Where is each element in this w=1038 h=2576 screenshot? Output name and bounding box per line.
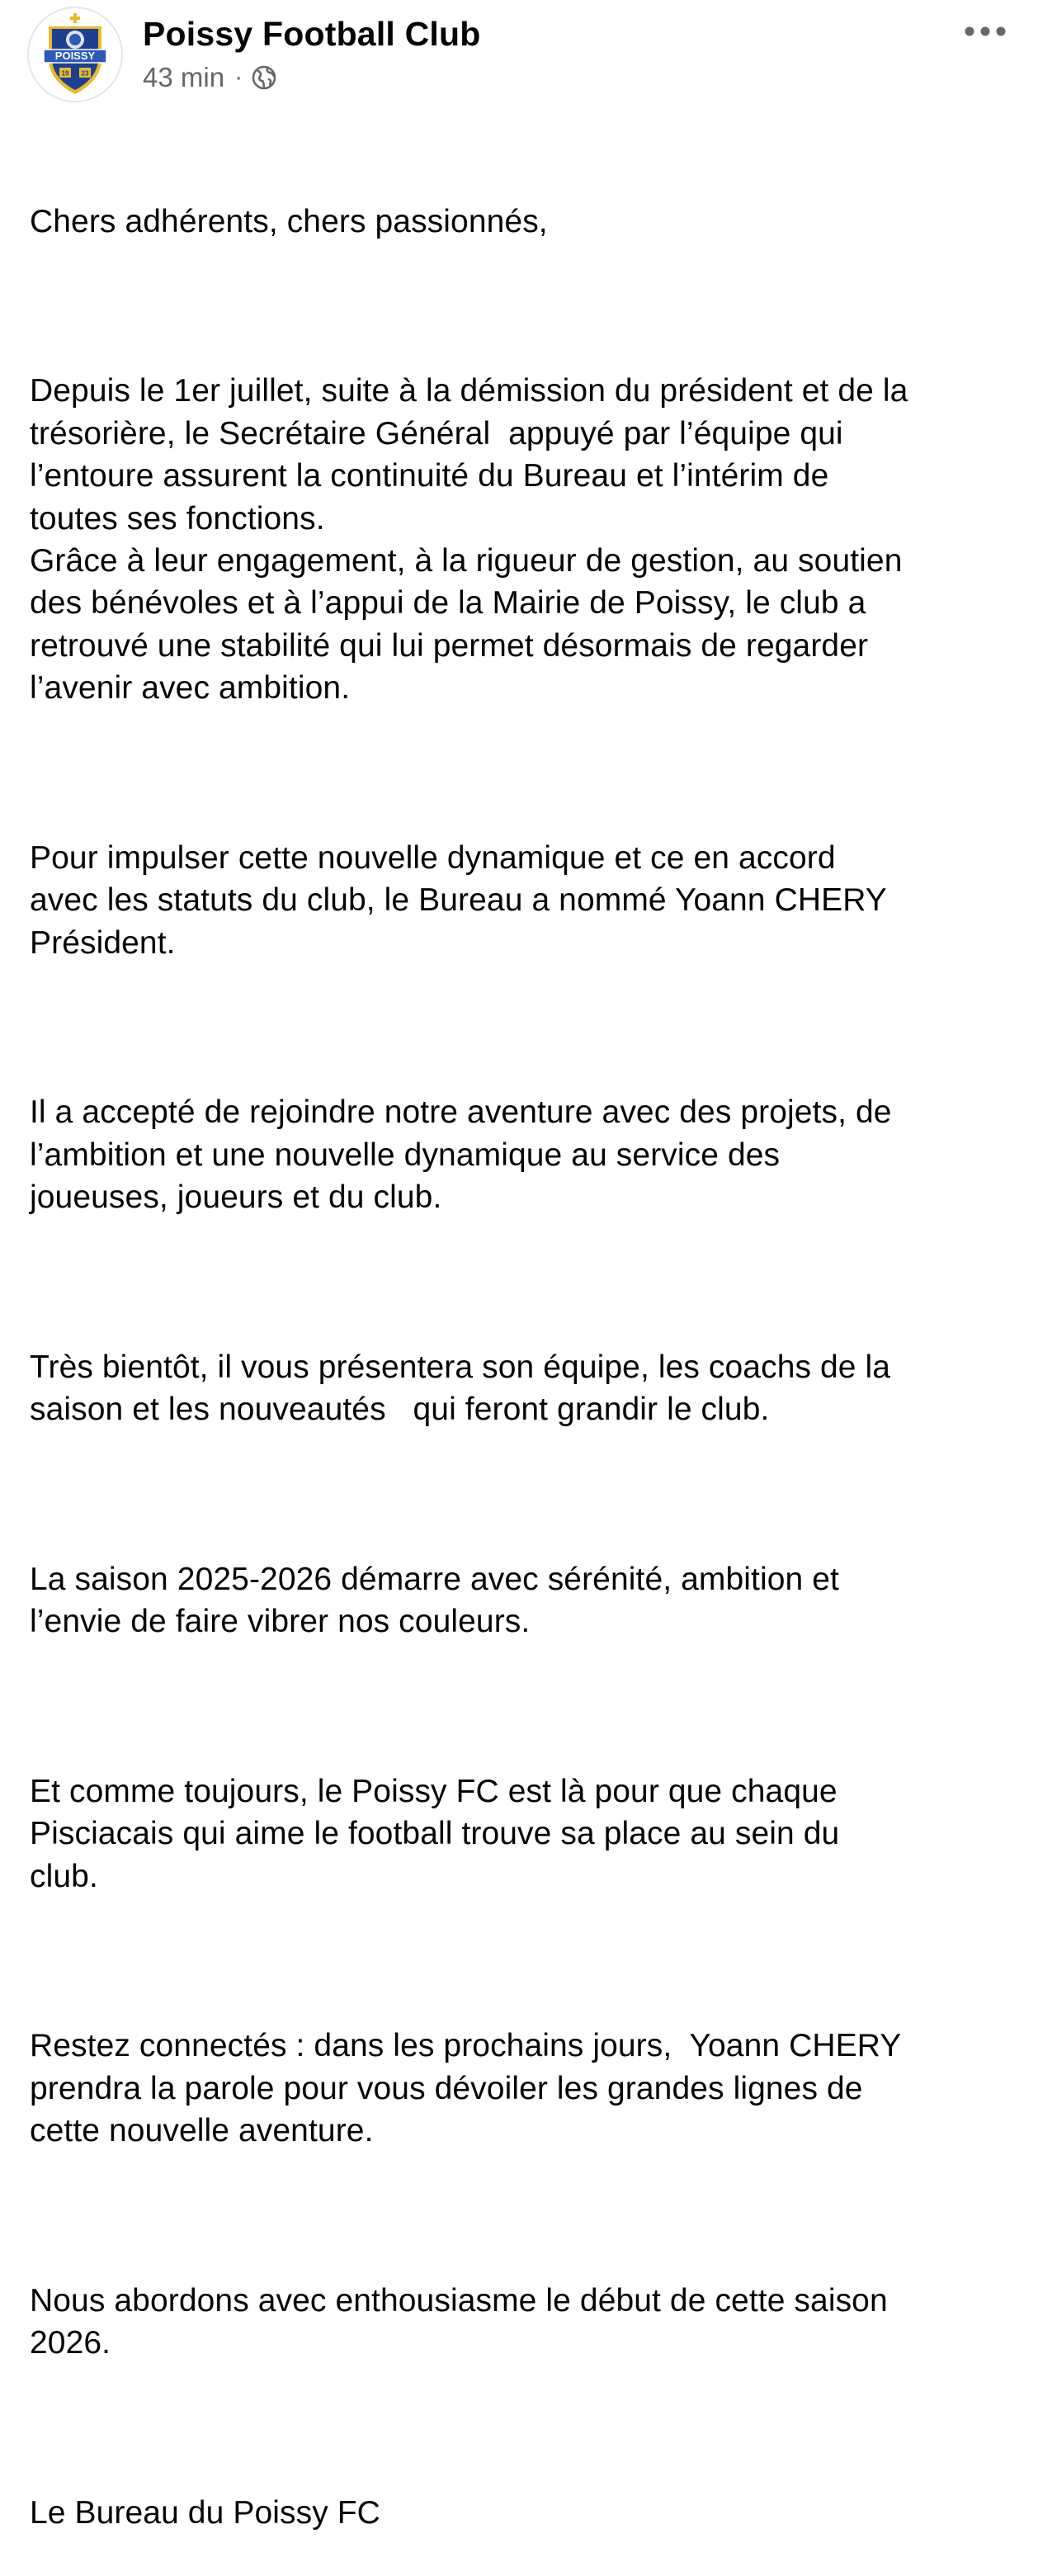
post-paragraph: La saison 2025-2026 démarre avec sérénité, ambition et l’envie de faire vibrer nos couleurs. bbox=[30, 1561, 839, 1640]
more-options-button[interactable] bbox=[957, 15, 1013, 48]
page-avatar[interactable] bbox=[27, 7, 123, 102]
post-meta bbox=[143, 59, 277, 96]
club-logo-icon bbox=[29, 8, 121, 101]
post-paragraph: Pour impulser cette nouvelle dynamique et ce en accord avec les statuts du club, le Bureau a nommé Yoann CHERY Président. bbox=[30, 839, 887, 961]
post-header bbox=[0, 0, 1038, 107]
meta-separator: · bbox=[234, 64, 243, 91]
post-signature: Le Bureau du Poissy FC bbox=[30, 2494, 380, 2531]
logo-year-right: 23 bbox=[81, 69, 89, 78]
globe-icon[interactable] bbox=[251, 64, 277, 91]
logo-text: POISSY bbox=[54, 50, 96, 62]
post-paragraph: Et comme toujours, le Poissy FC est là pour que chaque Pisciacais qui aime le football trouve sa place au sein du club. bbox=[30, 1773, 840, 1894]
logo-year-left: 19 bbox=[61, 69, 69, 78]
page-name[interactable]: Poissy Football Club bbox=[143, 15, 481, 53]
post-timestamp[interactable]: 43 min bbox=[143, 62, 225, 92]
post-paragraph: Il a accepté de rejoindre notre aventure avec des projets, de l’ambition et une nouvelle dynamique au service des joueuses, joueurs et du club. bbox=[30, 1094, 892, 1216]
post-paragraph: Nous abordons avec enthousiasme le début de cette saison 2026. bbox=[30, 2282, 888, 2361]
post-body bbox=[30, 116, 1020, 2576]
post-paragraph: Depuis le 1er juillet, suite à la démission du président et de la trésorière, le Secrétaire Général appuyé par l’équipe qui l’entoure assurent la continuité du Bureau et l’intérim de toutes ses fonctions. Grâce à leur engagement, à la rigueur de gestion, au soutien des bénévoles et à l’appui de la Mairie de Poissy, le club a retrouvé une stabilité qui lui permet désormais de regarder l’avenir avec ambition. bbox=[30, 373, 908, 707]
post-paragraph: Très bientôt, il vous présentera son équipe, les coachs de la saison et les nouveautés qui feront grandir le club. bbox=[30, 1349, 891, 1428]
more-options-icon bbox=[964, 26, 1007, 37]
post-paragraph: Chers adhérents, chers passionnés, bbox=[30, 203, 548, 239]
post-paragraph: Restez connectés : dans les prochains jours, Yoann CHERY prendra la parole pour vous dévoiler les grandes lignes de cette nouvelle aventure. bbox=[30, 2028, 902, 2148]
